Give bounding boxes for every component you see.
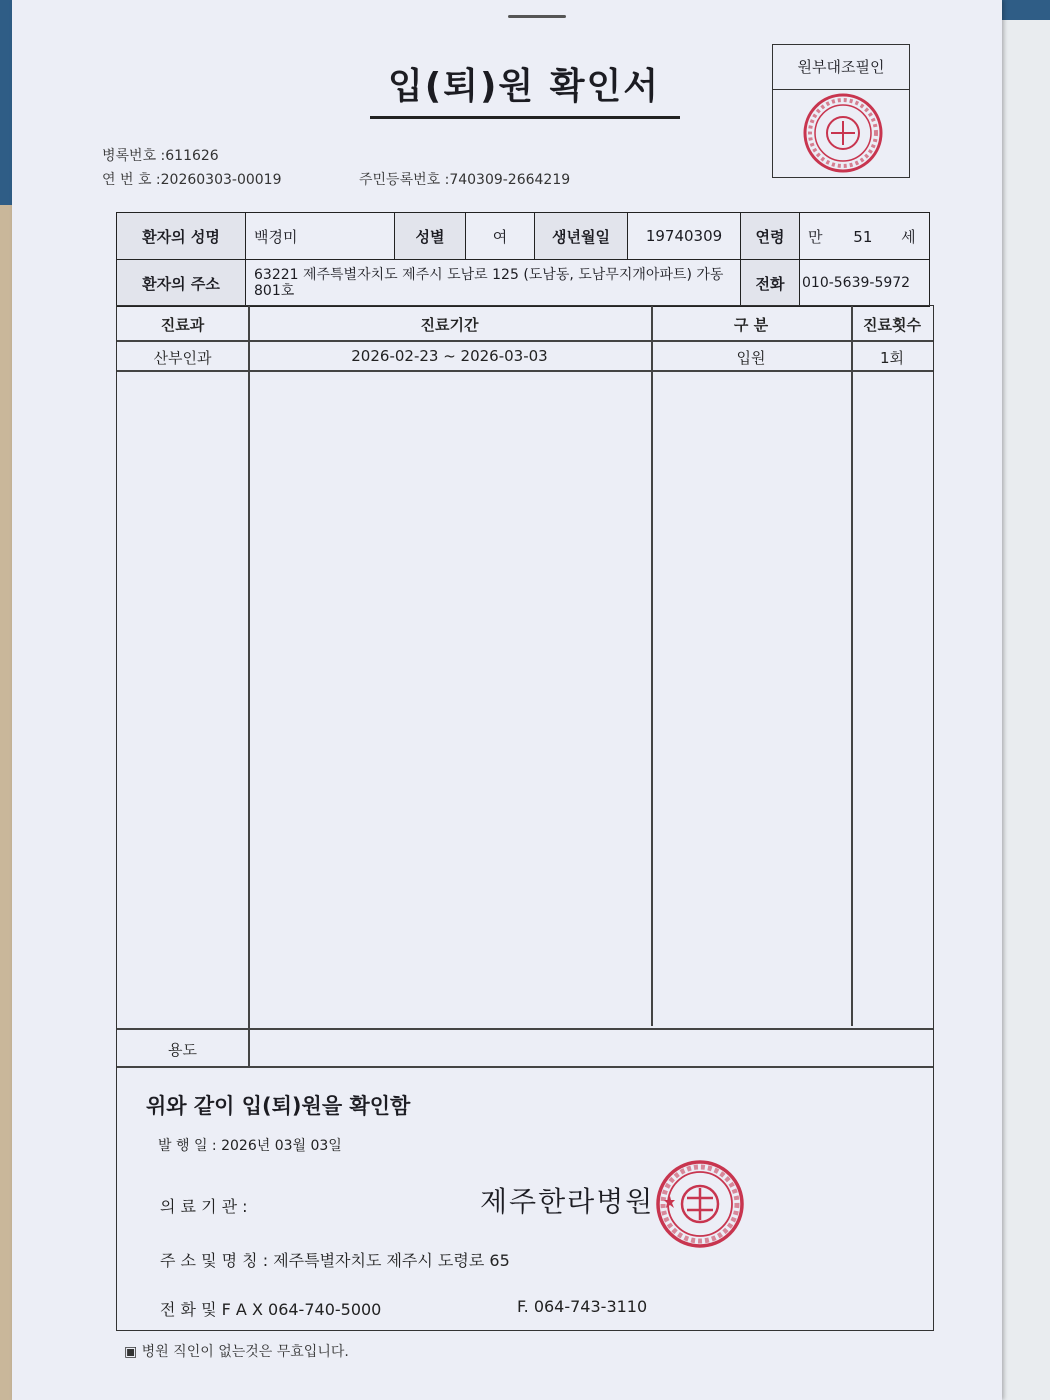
address-line <box>160 1248 510 1271</box>
patient-info-table <box>116 212 930 307</box>
resident-number: 740309-2664219 <box>449 172 571 188</box>
hospital-address-label: 주 소 및 명 칭 : <box>160 1251 269 1270</box>
resident-number-label: 주민등록번호 : <box>359 172 450 188</box>
record-number-label: 병록번호 : <box>102 148 166 164</box>
verification-seal-icon <box>801 91 885 175</box>
issue-date-line <box>158 1135 342 1155</box>
background-sheet <box>998 20 1050 1400</box>
record-number: 611626 <box>165 148 219 164</box>
contact-line <box>160 1297 381 1320</box>
divider <box>851 306 853 1026</box>
age-suffix: 세 <box>901 227 916 246</box>
type-value: 입원 <box>736 349 766 367</box>
issue-date: 2026년 03월 03일 <box>221 1138 342 1154</box>
age-cell <box>800 213 930 260</box>
document-title: 입(퇴)원 확인서 <box>387 66 661 107</box>
tel-label: 전 화 및 F A X <box>160 1300 263 1319</box>
treatment-table <box>116 305 934 1331</box>
hospital-name: 제주한라병원 <box>480 1185 655 1218</box>
divider <box>117 1066 933 1068</box>
resident-number-line <box>359 169 570 189</box>
serial-number: 20260303-00019 <box>160 172 282 188</box>
age-prefix: 만 <box>808 227 823 246</box>
divider <box>117 1028 933 1030</box>
divider <box>117 370 933 372</box>
validity-note: ▣ 병원 직인이 없는것은 무효입니다. <box>124 1344 349 1360</box>
serial-number-label: 연 번 호 : <box>102 172 161 188</box>
confirmation-statement: 위와 같이 입(퇴)원을 확인함 <box>146 1094 411 1118</box>
count-value: 1회 <box>879 349 905 367</box>
birth-label: 생년월일 <box>535 213 628 260</box>
issue-date-label: 발 행 일 : <box>158 1138 217 1154</box>
divider <box>117 340 933 342</box>
divider <box>651 306 653 1026</box>
address-label: 환자의 주소 <box>117 260 246 307</box>
record-number-line <box>102 145 219 165</box>
birth-value: 19740309 <box>628 213 741 260</box>
patient-name-label: 환자의 성명 <box>117 213 246 260</box>
patient-name: 백경미 <box>246 213 395 260</box>
sex-label: 성별 <box>395 213 466 260</box>
verification-stamp-box <box>772 44 910 178</box>
count-header: 진료횟수 <box>863 316 921 334</box>
staple-mark <box>508 15 566 18</box>
age-value: 51 <box>853 227 873 246</box>
stamp-box-label: 원부대조필인 <box>773 45 909 90</box>
patient-address: 63221 제주특별자치도 제주시 도남로 125 (도남동, 도남무지개아파트) 가동 801호 <box>246 260 741 307</box>
phone-label: 전화 <box>741 260 800 307</box>
age-label: 연령 <box>741 213 800 260</box>
tel-number: 064-740-5000 <box>268 1300 382 1319</box>
divider <box>248 306 250 1066</box>
fax-number: 064-743-3110 <box>533 1297 648 1316</box>
fax-line <box>517 1297 647 1316</box>
hospital-address: 제주특별자치도 제주시 도령로 65 <box>273 1251 510 1270</box>
sex-value: 여 <box>466 213 535 260</box>
certificate-paper <box>12 0 1002 1400</box>
hospital-seal-icon <box>654 1158 746 1250</box>
fax-label: F. <box>517 1297 529 1316</box>
title-underline <box>370 116 680 119</box>
dept-header: 진료과 <box>160 316 205 334</box>
institution-label: 의 료 기 관 : <box>160 1197 248 1216</box>
patient-phone: 010-5639-5972 <box>800 260 930 307</box>
period-header: 진료기간 <box>420 316 479 334</box>
period-value: 2026-02-23 ~ 2026-03-03 <box>351 347 548 365</box>
serial-number-line <box>102 169 282 189</box>
type-header: 구 분 <box>733 316 769 334</box>
purpose-label: 용도 <box>168 1041 197 1059</box>
dept-value: 산부인과 <box>153 349 212 367</box>
